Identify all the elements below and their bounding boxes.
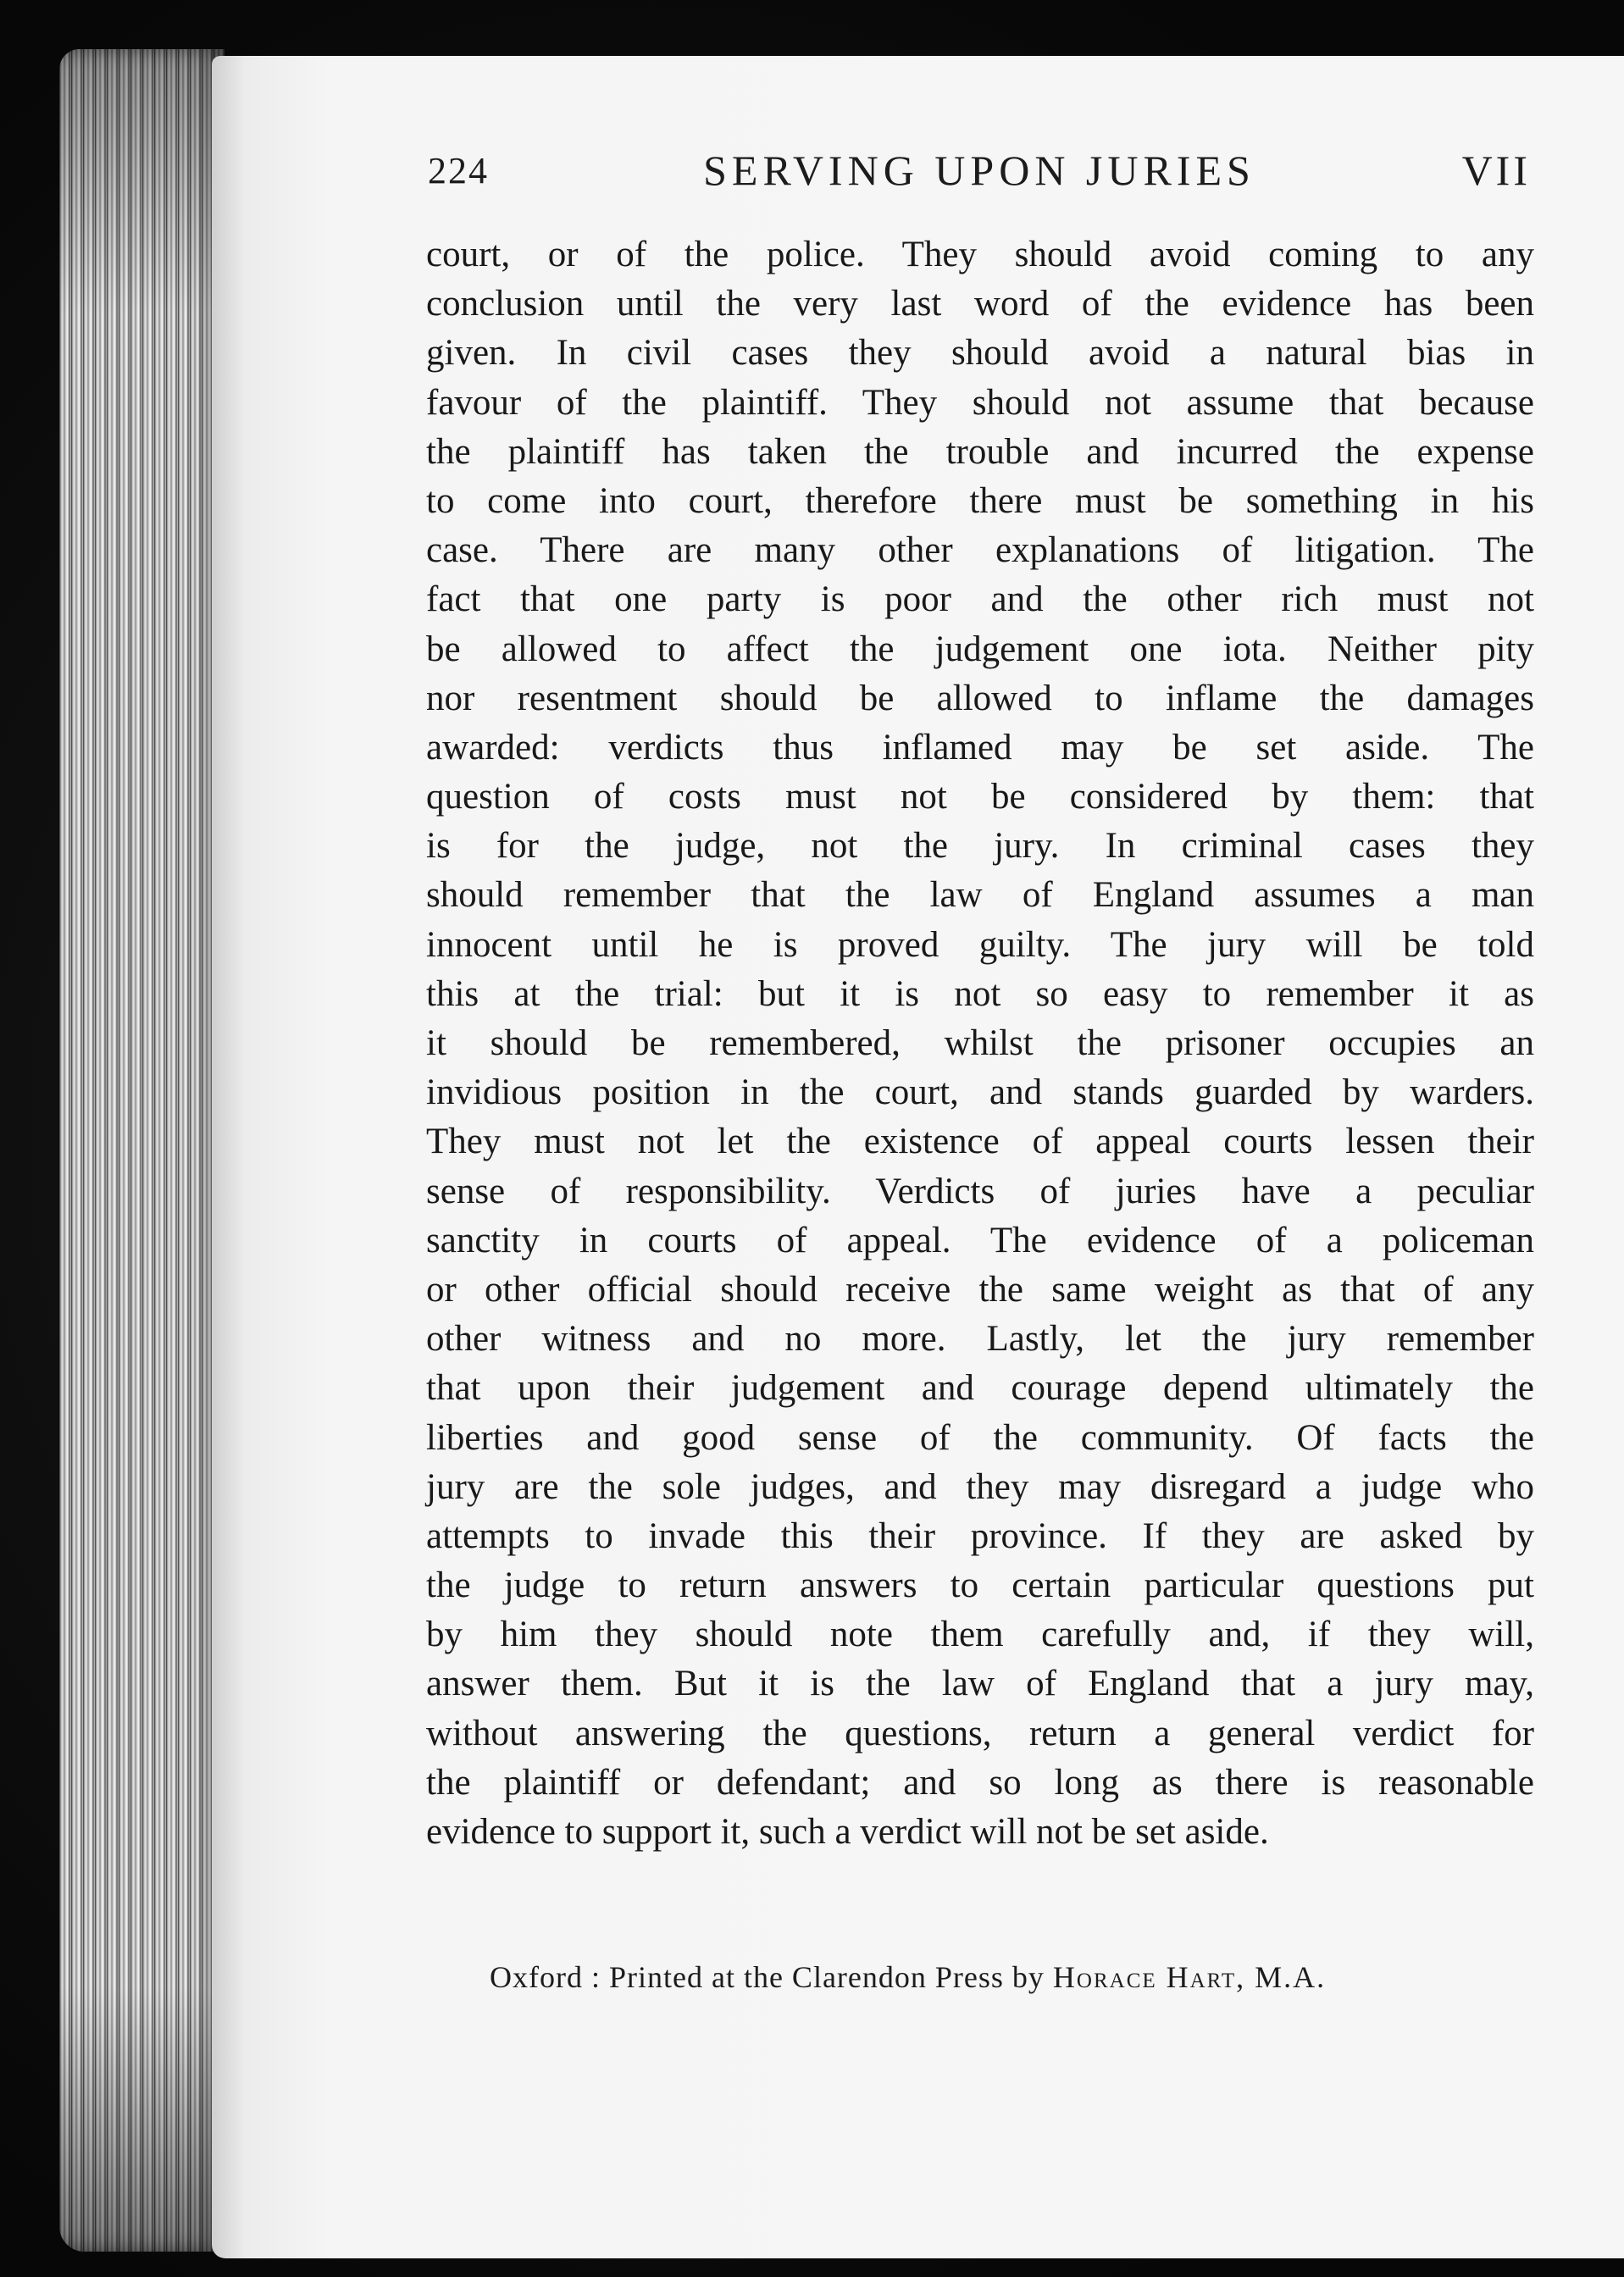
text-line: the plaintiff or defendant; and so long as there is reasonable — [426, 1762, 1534, 1803]
text-line: They must not let the existence of appeal courts lessen their — [426, 1122, 1534, 1162]
text-line: invidious position in the court, and stands guarded by warders. — [426, 1072, 1534, 1113]
text-line: favour of the plaintiff. They should not assume that because — [426, 382, 1534, 423]
book-page-edges — [59, 49, 224, 2252]
text-line: fact that one party is poor and the other rich must not — [426, 579, 1534, 620]
text-line: answer them. But it is the law of England that a jury may, — [426, 1664, 1534, 1704]
colophon-printer: Horace Hart, M.A. — [1052, 1960, 1327, 1994]
text-line: court, or of the police. They should avoid coming to any — [426, 235, 1534, 274]
text-line: the judge to return answers to certain particular questions put — [426, 1565, 1534, 1606]
text-line: question of costs must not be considered by them: that — [426, 777, 1534, 817]
text-line: given. In civil cases they should avoid a natural bias in — [426, 333, 1534, 374]
text-line: awarded: verdicts thus inflamed may be set aside. The — [426, 727, 1534, 767]
text-line: to come into court, therefore there must be something in his — [426, 480, 1534, 521]
page-number: 224 — [428, 150, 489, 191]
text-line: by him they should note them carefully and, if they will, — [426, 1615, 1534, 1655]
text-line: should remember that the law of England assumes a man — [426, 875, 1534, 916]
text-line: sense of responsibility. Verdicts of juries have a peculiar — [426, 1171, 1534, 1211]
running-title: SERVING UPON JURIES — [703, 147, 1255, 194]
text-line: this at the trial: but it is not so easy to remember it as — [426, 973, 1534, 1014]
text-line: or other official should receive the same weight as that of any — [426, 1269, 1534, 1310]
text-line: it should be remembered, whilst the prisoner occupies an — [426, 1023, 1534, 1063]
body-paragraph — [426, 230, 1534, 1857]
text-line: sanctity in courts of appeal. The evidence of a policeman — [426, 1220, 1534, 1260]
running-header — [428, 146, 1531, 205]
text-line: nor resentment should be allowed to inflame the damages — [426, 678, 1534, 718]
text-line: attempts to invade this their province. If they are asked by — [426, 1515, 1534, 1556]
chapter-number: VII — [1461, 147, 1531, 194]
text-line: that upon their judgement and courage depend ultimately the — [426, 1368, 1534, 1409]
colophon-prefix: Oxford : Printed at the Clarendon Press by — [490, 1960, 1045, 1994]
text-line: without answering the questions, return a general verdict for — [426, 1713, 1534, 1753]
text-line: conclusion until the very last word of the evidence has been — [426, 284, 1534, 324]
text-line: be allowed to affect the judgement one iota. Neither pity — [426, 629, 1534, 669]
text-line: other witness and no more. Lastly, let the jury remember — [426, 1319, 1534, 1360]
text-line: evidence to support it, such a verdict will not be set aside. — [426, 1812, 1269, 1852]
text-line: liberties and good sense of the community. Of facts the — [426, 1417, 1534, 1458]
text-line: innocent until he is proved guilty. The jury will be told — [426, 924, 1534, 965]
printer-colophon — [490, 1959, 1499, 1995]
text-line: jury are the sole judges, and they may disregard a judge who — [426, 1466, 1534, 1507]
text-line: case. There are many other explanations of litigation. The — [426, 530, 1534, 571]
text-line: is for the judge, not the jury. In criminal cases they — [426, 826, 1534, 867]
text-line: the plaintiff has taken the trouble and incurred the expense — [426, 431, 1534, 472]
